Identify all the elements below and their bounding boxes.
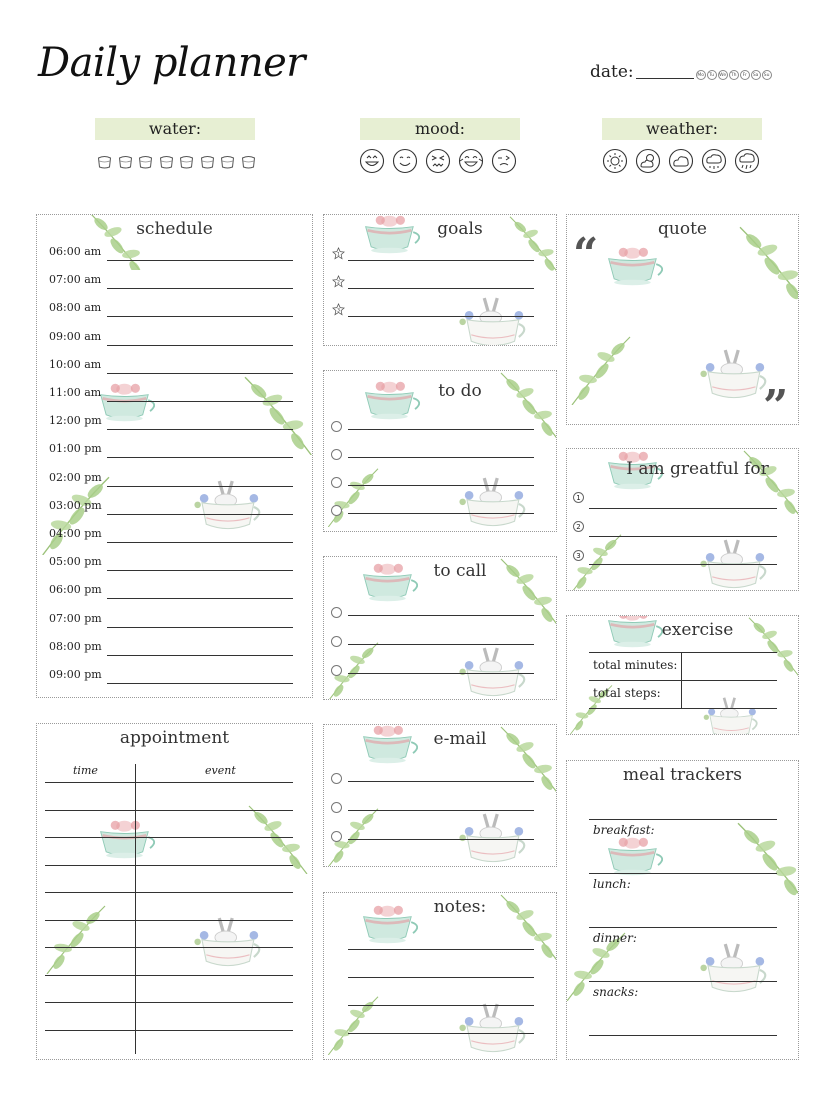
todo-section [323,370,557,532]
appointment-time-header: time [73,764,98,777]
lunch-label: lunch: [593,877,631,891]
mood-label: mood: [360,118,520,140]
todo-title: to do [438,381,482,401]
tocall-line[interactable] [348,673,534,674]
exercise-divider [681,652,682,708]
day-fr[interactable]: Fr [740,70,750,80]
schedule-time-label: 07:00 am [49,273,102,287]
grateful-line[interactable] [589,508,777,509]
schedule-line[interactable] [107,542,293,543]
todo-checkbox[interactable] [331,477,342,488]
total-steps-field[interactable] [683,682,775,706]
grin-face-icon[interactable] [359,148,385,174]
leaf-decoration [567,533,627,591]
grateful-title: I am greatful for [626,459,769,479]
notes-line[interactable] [348,1005,534,1006]
leaf-decoration [37,475,117,555]
date-field[interactable] [590,62,772,82]
wink-face-icon[interactable] [491,148,517,174]
appointment-row-line[interactable] [45,947,293,948]
schedule-title: schedule [136,219,213,239]
day-mo[interactable]: Mo [696,70,706,80]
exercise-top-rule [589,652,777,653]
schedule-time-label: 03:00 pm [49,498,102,512]
total-minutes-label: total minutes: [593,658,678,672]
appointment-row-line[interactable] [45,837,293,838]
schedule-time-label: 08:00 pm [49,639,102,653]
laugh-face-icon[interactable] [458,148,484,174]
dinner-label: dinner: [593,931,637,945]
teacup-flower-decoration [605,241,669,291]
water-cup-icon[interactable] [117,153,134,170]
mood-faces [359,148,517,174]
leaf-decoration [324,995,384,1055]
appointment-row-line[interactable] [45,1030,293,1031]
email-checkbox[interactable] [331,802,342,813]
date-label: date: [590,62,634,82]
tocall-checkbox[interactable] [331,607,342,618]
quote-section [566,214,799,425]
notes-line[interactable] [348,977,534,978]
todo-line[interactable] [348,429,534,430]
sun-icon[interactable] [602,148,628,174]
grateful-number-3: 3 [573,550,584,561]
schedule-line[interactable] [107,288,293,289]
lunch-line[interactable] [589,927,777,928]
email-line[interactable] [348,810,534,811]
goal-star-3 [332,303,345,316]
grateful-number-1: 1 [573,492,584,503]
schedule-time-label: 09:00 pm [49,668,102,681]
water-cups [96,153,257,170]
schedule-time-label: 10:00 am [49,357,102,371]
teacup-flower-decoration [97,377,161,427]
todo-checkbox[interactable] [331,421,342,432]
schedule-line[interactable] [107,570,293,571]
email-line[interactable] [348,781,534,782]
schedule-time-label: 09:00 am [49,329,102,343]
email-checkbox[interactable] [331,773,342,784]
partly-cloudy-icon[interactable] [635,148,661,174]
email-line[interactable] [348,839,534,840]
goal-star-2 [332,275,345,288]
appointment-event-header: event [205,764,236,777]
schedule-time-label: 08:00 am [49,301,102,315]
teacup-bunny-decoration [189,914,269,974]
schedule-line[interactable] [107,598,293,599]
schedule-line[interactable] [107,486,293,487]
close-quote-mark: ” [763,381,789,425]
meal-line[interactable] [589,819,777,820]
schedule-time-label: 02:00 pm [49,470,102,484]
schedule-line[interactable] [107,457,293,458]
schedule-time-label: 07:00 pm [49,611,102,625]
grateful-line[interactable] [589,536,777,537]
email-checkbox[interactable] [331,831,342,842]
day-su[interactable]: Su [762,70,772,80]
meal-trackers-title: meal trackers [623,765,742,785]
goals-title: goals [437,219,483,239]
schedule-line[interactable] [107,345,293,346]
tocall-line[interactable] [348,615,534,616]
smile-face-icon[interactable] [392,148,418,174]
leaf-decoration [735,821,799,901]
water-label: water: [95,118,255,140]
breakfast-label: breakfast: [593,823,655,837]
schedule-line[interactable] [107,627,293,628]
todo-checkbox[interactable] [331,505,342,516]
appointment-row-line[interactable] [45,810,293,811]
leaf-decoration [567,335,637,405]
day-th[interactable]: Th [729,70,739,80]
appointment-title: appointment [119,728,230,748]
appointment-section [36,723,313,1060]
appointment-row-line[interactable] [45,1002,293,1003]
appointment-row-line[interactable] [45,865,293,866]
upset-face-icon[interactable] [425,148,451,174]
todo-checkbox[interactable] [331,449,342,460]
dinner-line[interactable] [589,981,777,982]
snacks-label: snacks: [593,985,639,999]
page-title: Daily planner [38,40,305,86]
quote-title: quote [658,219,707,239]
todo-line[interactable] [348,485,534,486]
exercise-bottom-rule [589,708,777,709]
grateful-line[interactable] [589,564,777,565]
schedule-line[interactable] [107,316,293,317]
cloud-icon[interactable] [668,148,694,174]
svg-text:1: 1 [337,252,340,258]
grateful-section [566,448,799,591]
tocall-section [323,556,557,700]
goal-star-1 [332,247,345,260]
exercise-section [566,615,799,735]
teacup-bunny-decoration [454,1001,534,1059]
tocall-line[interactable] [348,644,534,645]
water-cup-icon[interactable] [158,153,175,170]
weather-label: weather: [602,118,762,140]
teacup-bunny-decoration [695,941,775,999]
notes-line[interactable] [348,1033,534,1034]
water-cup-icon[interactable] [199,153,216,170]
schedule-time-label: 04:00 pm [49,527,102,540]
notes-line[interactable] [348,949,534,950]
teacup-bunny-decoration [454,295,534,346]
schedule-time-label: 12:00 pm [49,414,102,428]
svg-text:2: 2 [337,280,340,286]
tocall-checkbox[interactable] [331,665,342,676]
open-quote-mark: “ [573,229,599,280]
todo-line[interactable] [348,513,534,514]
meal-tracker-section [566,760,799,1060]
rain-icon[interactable] [734,148,760,174]
water-cup-icon[interactable] [240,153,257,170]
schedule-line[interactable] [107,514,293,515]
goal-line[interactable] [348,288,534,289]
schedule-line[interactable] [107,655,293,656]
teacup-bunny-decoration [454,475,534,532]
goal-line[interactable] [348,260,534,261]
todo-line[interactable] [348,457,534,458]
appointment-row-line[interactable] [45,975,293,976]
water-cup-icon[interactable] [96,153,113,170]
grateful-number-2: 2 [573,521,584,532]
schedule-section [36,214,313,698]
schedule-line[interactable] [107,429,293,430]
total-steps-label: total steps: [593,686,661,700]
tocall-title: to call [433,561,487,581]
appointment-column-divider [135,764,136,1054]
day-we[interactable]: We [718,70,728,80]
appointment-row-line[interactable] [45,892,293,893]
water-cup-icon[interactable] [137,153,154,170]
weekday-selector [696,70,772,80]
schedule-time-label: 01:00 pm [49,442,102,456]
breakfast-line[interactable] [589,873,777,874]
schedule-line[interactable] [107,260,293,261]
day-sa[interactable]: Sa [751,70,761,80]
schedule-line[interactable] [107,373,293,374]
date-line[interactable] [636,78,694,79]
total-minutes-field[interactable] [683,654,775,678]
weather-icons [602,148,760,174]
schedule-line[interactable] [107,683,293,684]
exercise-mid-rule [589,680,777,681]
notes-title: notes: [433,897,487,917]
schedule-time-label: 06:00 pm [49,583,102,597]
goal-line[interactable] [348,316,534,317]
schedule-time-label: 11:00 am [49,386,102,399]
notes-section [323,892,557,1060]
teacup-flower-decoration [97,814,161,864]
water-cup-icon[interactable] [178,153,195,170]
water-cup-icon[interactable] [219,153,236,170]
appointment-row-line[interactable] [45,920,293,921]
goals-section [323,214,557,346]
leaf-decoration [237,804,313,874]
email-title: e-mail [433,729,487,749]
snacks-line[interactable] [589,1035,777,1036]
email-section [323,724,557,867]
leaf-decoration [324,467,384,527]
day-tu[interactable]: Tu [707,70,717,80]
schedule-line[interactable] [107,401,293,402]
tocall-checkbox[interactable] [331,636,342,647]
appointment-row-line[interactable] [45,782,293,783]
leaf-decoration [37,904,117,974]
svg-text:3: 3 [337,308,340,314]
schedule-time-label: 06:00 am [49,245,102,258]
schedule-time-label: 05:00 pm [49,555,102,569]
leaf-decoration [237,375,313,455]
snow-icon[interactable] [701,148,727,174]
exercise-title: exercise [661,620,734,640]
